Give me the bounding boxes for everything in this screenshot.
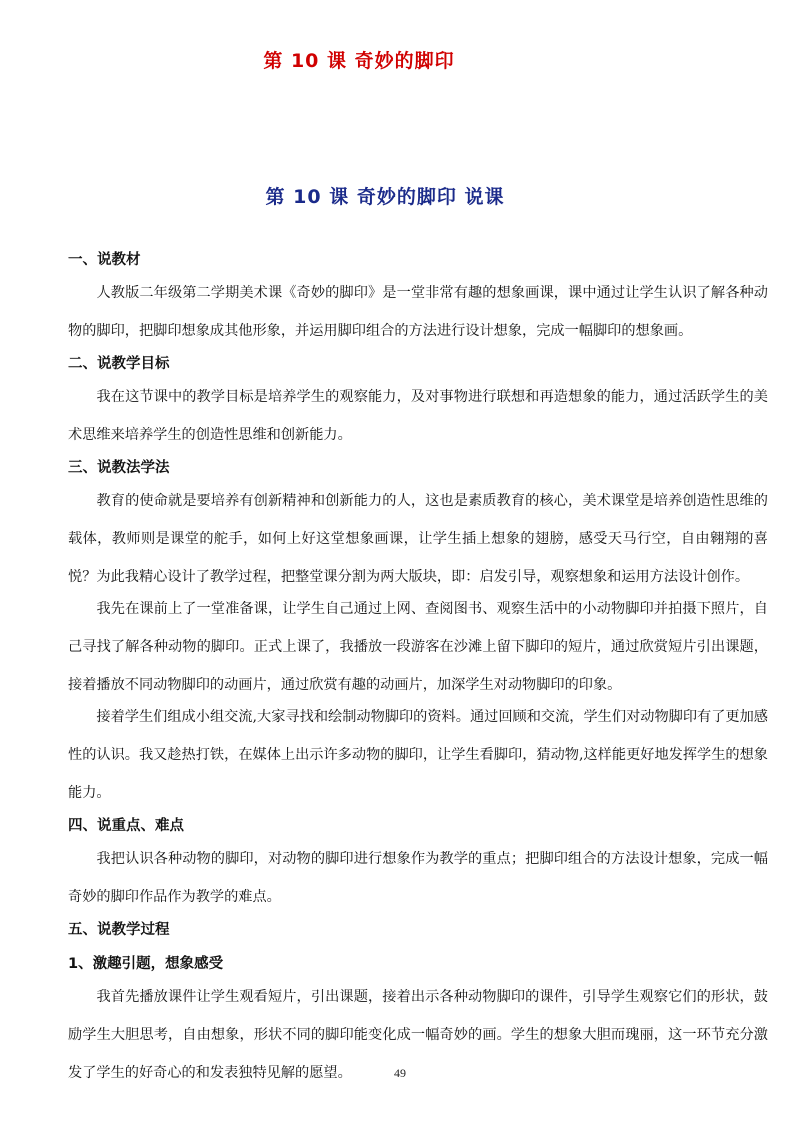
lecture-title: 第 10 课 奇妙的脚印 说课: [265, 186, 505, 208]
paragraph: [68, 378, 768, 454]
section: [68, 456, 768, 812]
lesson-title: 第 10 课 奇妙的脚印: [263, 50, 455, 72]
paragraph: [68, 840, 768, 916]
section: [68, 248, 768, 350]
paragraph: [68, 274, 768, 350]
section-heading: 二、说教学目标: [68, 356, 170, 372]
section-heading: 三、说教法学法: [68, 460, 170, 476]
page-number: 49: [394, 1066, 406, 1080]
paragraph-text: 人教版二年级第二学期美术课《奇妙的脚印》是一堂非常有趣的想象画课，课中通过让学生认识了解各种动物的脚印，把脚印想象成其他形象，并运用脚印组合的方法进行设计想象，完成一幅脚印的想象画。: [68, 285, 768, 339]
section-heading: 1、激趣引题，想象感受: [68, 956, 224, 972]
paragraph: [68, 698, 768, 812]
paragraph-text: 我在这节课中的教学目标是培养学生的观察能力，及对事物进行联想和再造想象的能力，通过活跃学生的美术思维来培养学生的创造性思维和创新能力。: [68, 389, 768, 443]
section-heading: 一、说教材: [68, 252, 141, 268]
section-heading: 五、说教学过程: [68, 922, 170, 938]
paragraph-text: 我首先播放课件让学生观看短片，引出课题，接着出示各种动物脚印的课件，引导学生观察它们的形状，鼓励学生大胆思考，自由想象，形状不同的脚印能变化成一幅奇妙的画。学生的想象大胆而瑰丽，这一环节充分激发了学生的好奇心的和发表独特见解的愿望。: [68, 989, 768, 1081]
paragraph-text: 我把认识各种动物的脚印，对动物的脚印进行想象作为教学的重点；把脚印组合的方法设计想象，完成一幅奇妙的脚印作品作为教学的难点。: [68, 851, 768, 905]
section: [68, 352, 768, 454]
section: [68, 918, 768, 942]
paragraph: [68, 482, 768, 596]
paragraph-text: 教育的使命就是要培养有创新精神和创新能力的人，这也是素质教育的核心，美术课堂是培养创造性思维的载体，教师则是课堂的舵手，如何上好这堂想象画课，让学生插上想象的翅膀，感受天马行空，自由翱翔的喜悦？为此我精心设计了教学过程，把整堂课分割为两大版块，即：启发引导，观察想象和运用方法设计创作。: [68, 493, 768, 585]
section-heading: 四、说重点、难点: [68, 818, 184, 834]
document-body: [68, 248, 768, 1094]
paragraph-text: 接着学生们组成小组交流,大家寻找和绘制动物脚印的资料。通过回顾和交流，学生们对动物脚印有了更加感性的认识。我又趁热打铁，在媒体上出示许多动物的脚印，让学生看脚印，猜动物,这样能更好地发挥学生的想象能力。: [68, 709, 768, 801]
paragraph-text: 我先在课前上了一堂准备课，让学生自己通过上网、查阅图书、观察生活中的小动物脚印并拍摄下照片，自己寻找了解各种动物的脚印。正式上课了，我播放一段游客在沙滩上留下脚印的短片，通过欣赏短片引出课题，接着播放不同动物脚印的动画片，通过欣赏有趣的动画片，加深学生对动物脚印的印象。: [68, 601, 768, 693]
paragraph: [68, 590, 768, 704]
section: [68, 814, 768, 916]
